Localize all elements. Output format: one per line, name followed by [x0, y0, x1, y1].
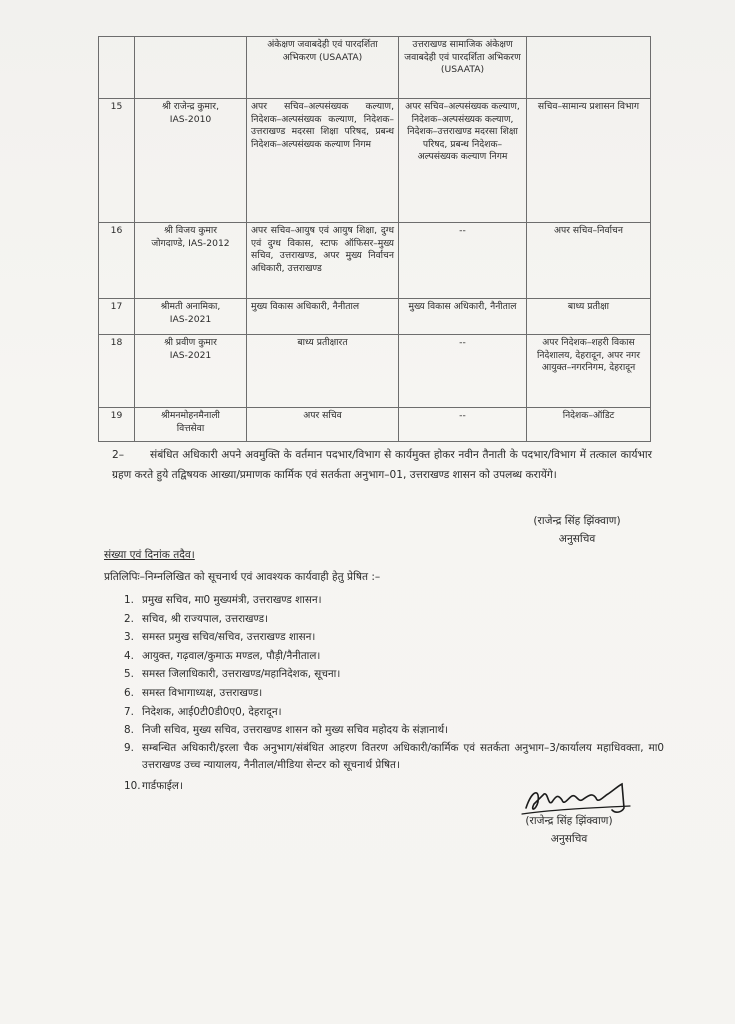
- list-item: 8. निजी सचिव, मुख्य सचिव, उत्तराखण्ड शासन को मुख्य सचिव महोदय के संज्ञानार्थ।: [124, 724, 449, 737]
- new-post-cell: अपर सचिव–निर्वाचन: [527, 223, 651, 299]
- table-row: [99, 408, 651, 442]
- relieved-post-cell: अपर सचिव–अल्पसंख्यक कल्याण, निदेशक–अल्पसंख्यक कल्याण, निदेशक–उत्तराखण्ड मदरसा शिक्षा परिषद, प्रबन्ध निदेशक–अल्पसंख्यक कल्याण निगम: [399, 99, 527, 223]
- copy-to-heading: प्रतिलिपिः–निम्नलिखित को सूचनार्थ एवं आवश्यक कार्यवाही हेतु प्रेषित :–: [104, 571, 381, 583]
- list-item: 1. प्रमुख सचिव, मा0 मुख्यमंत्री, उत्तराखण्ड शासन।: [124, 594, 322, 606]
- list-item: 10. गार्डफाईल।: [124, 779, 183, 792]
- officer-name: श्रीमती अनामिका,: [160, 301, 221, 312]
- officer-service: IAS-2021: [169, 349, 212, 361]
- table-row: [99, 37, 651, 99]
- instruction-paragraph: [112, 446, 652, 485]
- paragraph-number: 2–: [112, 449, 125, 461]
- officer-name: श्री राजेन्द्र कुमार,: [161, 101, 219, 112]
- signatory-title: अनुसचिव: [558, 533, 596, 545]
- officer-name: श्री प्रवीण कुमार: [164, 337, 217, 348]
- serial-cell: 18: [99, 335, 135, 408]
- signatory-title: अनुसचिव: [550, 833, 588, 845]
- table-row: [99, 335, 651, 408]
- officer-service: जोगदाण्डे, IAS-2012: [151, 237, 230, 249]
- officer-name: श्री विजय कुमार: [163, 225, 218, 236]
- copy-to-list: [104, 591, 664, 795]
- list-item: 7. निदेशक, आई0टी0डी0ए0, देहरादून।: [124, 705, 282, 718]
- signatory-name: (राजेन्द्र सिंह झिंक्वाण): [533, 515, 621, 527]
- officer-cell: [135, 299, 247, 335]
- officer-service: IAS-2021: [169, 313, 212, 325]
- table-row: [99, 299, 651, 335]
- signatory-block-2: [489, 812, 649, 848]
- relieved-post-cell: मुख्य विकास अधिकारी, नैनीताल: [399, 299, 527, 335]
- officer-name: श्रीमनमोहनमैनाली: [161, 410, 220, 421]
- officer-cell: [135, 37, 247, 99]
- current-post-cell: मुख्य विकास अधिकारी, नैनीताल: [247, 299, 399, 335]
- new-post-cell: निदेशक–ऑडिट: [527, 408, 651, 442]
- list-item: 9. सम्बन्धित अधिकारी/इरला चैक अनुभाग/संबंधित आहरण वितरण अधिकारी/कार्मिक एवं सतर्कता अनुभाग–3/कार्यालय महाधिवक्ता, मा0 उत्तराखण्ड उच्च न्यायालय, नैनीताल/मीडिया सेन्टर को सूचनार्थ प्रेषित।: [124, 741, 664, 772]
- new-post-cell: बाध्य प्रतीक्षा: [527, 299, 651, 335]
- current-post-cell: अंकेक्षण जवाबदेही एवं पारदर्शिता अभिकरण (USAATA): [247, 37, 399, 99]
- transfer-table: [98, 36, 651, 442]
- officer-service: वित्तसेवा: [176, 422, 205, 434]
- serial-cell: [99, 37, 135, 99]
- list-item: 2. सचिव, श्री राज्यपाल, उत्तराखण्ड।: [124, 612, 268, 625]
- officer-service: IAS-2010: [169, 113, 212, 125]
- serial-cell: 19: [99, 408, 135, 442]
- serial-cell: 16: [99, 223, 135, 299]
- reference-line: संख्या एवं दिनांक तदैव।: [104, 549, 195, 561]
- list-item: 5. समस्त जिलाधिकारी, उत्तराखण्ड/महानिदेशक, सूचना।: [124, 668, 341, 681]
- officer-cell: [135, 223, 247, 299]
- current-post-cell: अपर सचिव–आयुष एवं आयुष शिक्षा, दुग्ध एवं दुग्ध विकास, स्टाफ ऑफिसर–मुख्य सचिव, उत्तराखण्ड, अपर मुख्य निर्वाचन अधिकारी, उत्तराखण्ड: [247, 223, 399, 299]
- list-item: 6. समस्त विभागाध्यक्ष, उत्तराखण्ड।: [124, 686, 263, 699]
- signatory-name: (राजेन्द्र सिंह झिंक्वाण): [525, 815, 613, 827]
- relieved-post-cell: उत्तराखण्ड सामाजिक अंकेक्षण जवाबदेही एवं पारदर्शिता अभिकरण (USAATA): [399, 37, 527, 99]
- table-row: [99, 223, 651, 299]
- relieved-post-cell: --: [399, 335, 527, 408]
- current-post-cell: अपर सचिव–अल्पसंख्यक कल्याण, निदेशक–अल्पसंख्यक कल्याण, निदेशक–उत्तराखण्ड मदरसा शिक्षा परिषद, प्रबन्ध निदेशक–अल्पसंख्यक कल्याण निगम: [247, 99, 399, 223]
- serial-cell: 17: [99, 299, 135, 335]
- relieved-post-cell: --: [399, 223, 527, 299]
- relieved-post-cell: --: [399, 408, 527, 442]
- current-post-cell: अपर सचिव: [247, 408, 399, 442]
- new-post-cell: अपर निदेशक–शहरी विकास निदेशालय, देहरादून, अपर नगर आयुक्त–नगरनिगम, देहरादून: [527, 335, 651, 408]
- table-row: [99, 99, 651, 223]
- new-post-cell: [527, 37, 651, 99]
- paragraph-text: संबंधित अधिकारी अपने अवमुक्ति के वर्तमान पदभार/विभाग से कार्यमुक्त होकर नवीन तैनाती के पदभार/विभाग में तत्काल कार्यभार ग्रहण करते हुये तद्विषयक आख्या/प्रमाणक कार्मिक एवं सतर्कता अनुभाग–01, उत्तराखण्ड शासन को उपलब्ध करायेंगे।: [112, 449, 652, 481]
- officer-cell: [135, 335, 247, 408]
- list-item: 3. समस्त प्रमुख सचिव/सचिव, उत्तराखण्ड शासन।: [124, 631, 316, 644]
- officer-cell: [135, 99, 247, 223]
- list-item: 4. आयुक्त, गढ़वाल/कुमाऊ मण्डल, पौड़ी/नैनीताल।: [124, 649, 321, 662]
- officer-cell: [135, 408, 247, 442]
- signatory-block: [497, 512, 657, 548]
- serial-cell: 15: [99, 99, 135, 223]
- new-post-cell: सचिव–सामान्य प्रशासन विभाग: [527, 99, 651, 223]
- current-post-cell: बाध्य प्रतीक्षारत: [247, 335, 399, 408]
